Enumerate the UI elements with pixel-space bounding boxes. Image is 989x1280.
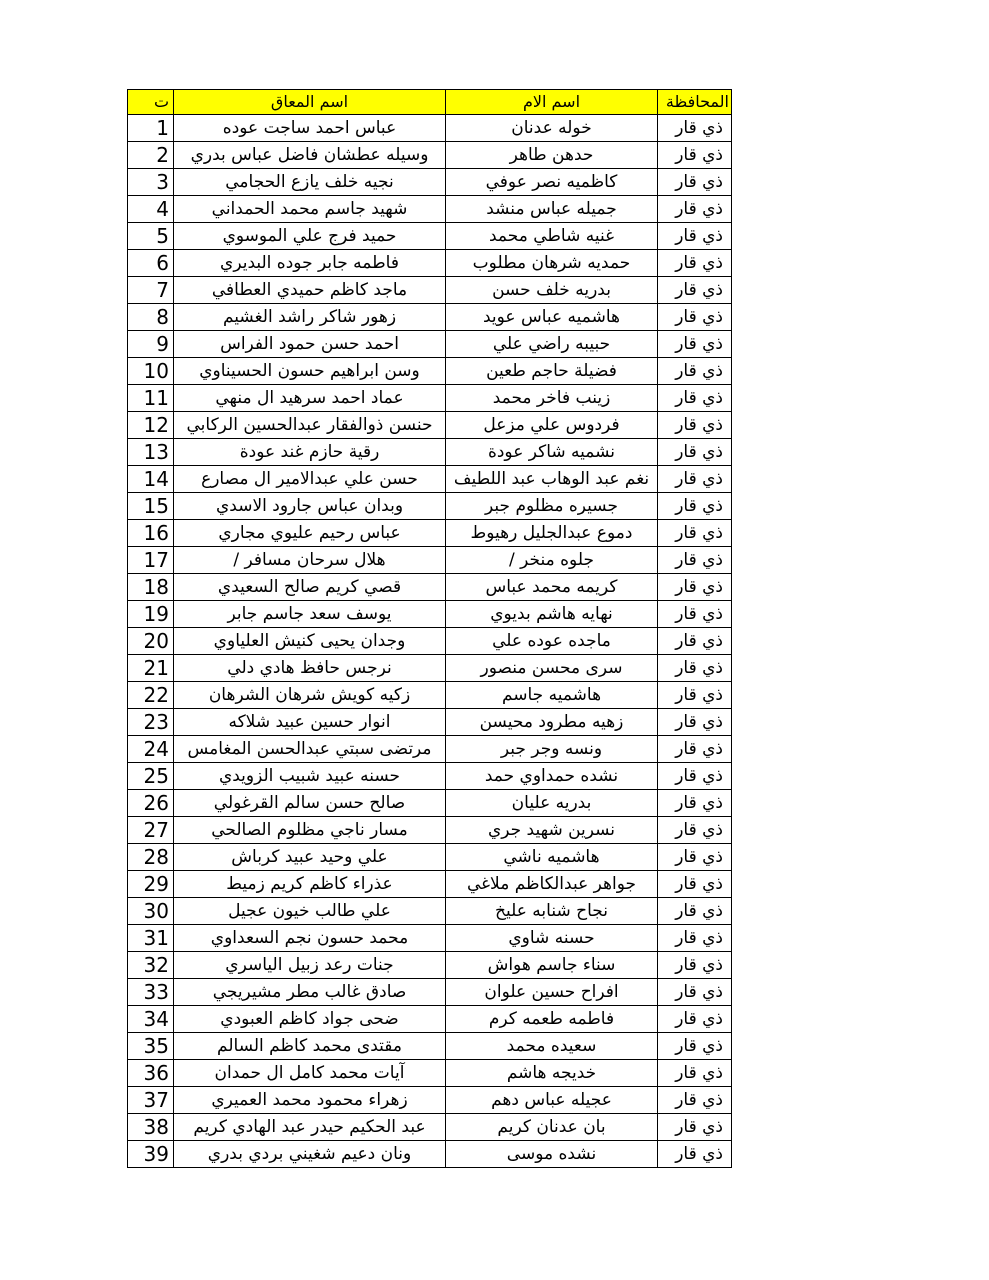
governorate-cell: ذي قار — [658, 223, 732, 250]
disabled-name-cell: عباس رحيم عليوي مجاري — [174, 520, 446, 547]
row-number: 25 — [128, 763, 174, 790]
mother-name-cell: فاطمه طعمه كرم — [446, 1006, 658, 1033]
table-row — [128, 250, 732, 277]
table-row — [128, 709, 732, 736]
mother-name-cell: نسرين شهيد جري — [446, 817, 658, 844]
mother-name-cell: زينب فاخر محمد — [446, 385, 658, 412]
table-row — [128, 331, 732, 358]
mother-name-cell: زهيه مطرود محيسن — [446, 709, 658, 736]
mother-name-cell: كاظميه نصر عوفي — [446, 169, 658, 196]
row-number: 19 — [128, 601, 174, 628]
mother-name-cell: نشده حمداوي حمد — [446, 763, 658, 790]
table-row — [128, 439, 732, 466]
disabled-name-cell: نرجس حافظ هادي دلي — [174, 655, 446, 682]
row-number: 5 — [128, 223, 174, 250]
governorate-cell: ذي قار — [658, 682, 732, 709]
governorate-cell: ذي قار — [658, 790, 732, 817]
table-row — [128, 952, 732, 979]
table-row — [128, 1114, 732, 1141]
mother-name-cell: خديجه هاشم — [446, 1060, 658, 1087]
disabled-name-cell: حميد فرج علي الموسوي — [174, 223, 446, 250]
disabled-name-cell: صالح حسن سالم القرغولي — [174, 790, 446, 817]
mother-name-cell: حدهن طاهر — [446, 142, 658, 169]
table-row — [128, 844, 732, 871]
mother-name-cell: نهايه هاشم بديوي — [446, 601, 658, 628]
disabled-name-cell: عباس احمد ساجت عوده — [174, 115, 446, 142]
mother-name-cell: فردوس علي مزعل — [446, 412, 658, 439]
table-row — [128, 358, 732, 385]
governorate-cell: ذي قار — [658, 493, 732, 520]
disabled-name-cell: حنسن ذوالفقار عبدالحسين الركابي — [174, 412, 446, 439]
table-row — [128, 628, 732, 655]
governorate-cell: ذي قار — [658, 547, 732, 574]
mother-name-cell: سعيده محمد — [446, 1033, 658, 1060]
table-row — [128, 412, 732, 439]
beneficiaries-table — [127, 89, 732, 1168]
table-row — [128, 601, 732, 628]
row-number: 33 — [128, 979, 174, 1006]
row-number: 35 — [128, 1033, 174, 1060]
mother-name-cell: جميله عباس منشد — [446, 196, 658, 223]
governorate-cell: ذي قار — [658, 196, 732, 223]
row-number: 31 — [128, 925, 174, 952]
table-body — [128, 90, 732, 1168]
mother-name-cell: هاشميه ناشي — [446, 844, 658, 871]
mother-name-cell: بان عدنان كريم — [446, 1114, 658, 1141]
disabled-name-cell: محمد حسون نجم السعداوي — [174, 925, 446, 952]
row-number: 17 — [128, 547, 174, 574]
governorate-cell: ذي قار — [658, 817, 732, 844]
table-row — [128, 223, 732, 250]
table-row — [128, 547, 732, 574]
table-row — [128, 304, 732, 331]
disabled-name-cell: انوار حسين عبيد شلاكه — [174, 709, 446, 736]
table-row — [128, 736, 732, 763]
disabled-name-cell: فاطمه جابر جوده البديري — [174, 250, 446, 277]
mother-name-cell: نشميه شاكر عودة — [446, 439, 658, 466]
governorate-cell: ذي قار — [658, 412, 732, 439]
governorate-cell: ذي قار — [658, 1114, 732, 1141]
governorate-cell: ذي قار — [658, 385, 732, 412]
row-number: 26 — [128, 790, 174, 817]
disabled-name-cell: عماد احمد سرهيد ال منهي — [174, 385, 446, 412]
mother-name-cell: فضيلة حاجم طعين — [446, 358, 658, 385]
disabled-name-cell: نجيه خلف يازع الحجامي — [174, 169, 446, 196]
row-number: 12 — [128, 412, 174, 439]
row-number: 15 — [128, 493, 174, 520]
governorate-cell: ذي قار — [658, 979, 732, 1006]
mother-name-cell: غنيه شاطي محمد — [446, 223, 658, 250]
governorate-cell: ذي قار — [658, 1033, 732, 1060]
row-number: 27 — [128, 817, 174, 844]
table-row — [128, 655, 732, 682]
table-row — [128, 763, 732, 790]
header-disabled-name: اسم المعاق — [174, 90, 446, 115]
table-row — [128, 115, 732, 142]
table-row — [128, 817, 732, 844]
header-governorate: المحافظة — [658, 90, 732, 115]
disabled-name-cell: وسيله عطشان فاضل عباس بدري — [174, 142, 446, 169]
table-row — [128, 979, 732, 1006]
governorate-cell: ذي قار — [658, 844, 732, 871]
mother-name-cell: ماجده عوده علي — [446, 628, 658, 655]
table-row — [128, 466, 732, 493]
row-number: 38 — [128, 1114, 174, 1141]
disabled-name-cell: مقتدى محمد كاظم السالم — [174, 1033, 446, 1060]
table-row — [128, 196, 732, 223]
governorate-cell: ذي قار — [658, 871, 732, 898]
governorate-cell: ذي قار — [658, 736, 732, 763]
table-row — [128, 574, 732, 601]
beneficiaries-sheet — [127, 89, 731, 1168]
disabled-name-cell: وبدان عباس جارود الاسدي — [174, 493, 446, 520]
table-row — [128, 142, 732, 169]
mother-name-cell: حمديه شرهان مطلوب — [446, 250, 658, 277]
disabled-name-cell: علي وحيد عبيد كرباش — [174, 844, 446, 871]
governorate-cell: ذي قار — [658, 601, 732, 628]
governorate-cell: ذي قار — [658, 709, 732, 736]
disabled-name-cell: عبد الحكيم حيدر عبد الهادي كريم — [174, 1114, 446, 1141]
table-row — [128, 520, 732, 547]
governorate-cell: ذي قار — [658, 1141, 732, 1168]
row-number: 4 — [128, 196, 174, 223]
mother-name-cell: كريمه محمد عباس — [446, 574, 658, 601]
disabled-name-cell: عذراء كاظم كريم زميط — [174, 871, 446, 898]
table-row — [128, 790, 732, 817]
mother-name-cell: بدريه خلف حسن — [446, 277, 658, 304]
mother-name-cell: بدريه عليان — [446, 790, 658, 817]
disabled-name-cell: ضحى جواد كاظم العبودي — [174, 1006, 446, 1033]
mother-name-cell: نغم عبد الوهاب عبد اللطيف — [446, 466, 658, 493]
disabled-name-cell: ونان دعيم شغيني بردي بدري — [174, 1141, 446, 1168]
disabled-name-cell: ماجد كاظم حميدي العطافي — [174, 277, 446, 304]
disabled-name-cell: زهراء محمود محمد العميري — [174, 1087, 446, 1114]
row-number: 10 — [128, 358, 174, 385]
disabled-name-cell: يوسف سعد جاسم جابر — [174, 601, 446, 628]
table-row — [128, 925, 732, 952]
governorate-cell: ذي قار — [658, 574, 732, 601]
row-number: 6 — [128, 250, 174, 277]
mother-name-cell: جسيره مظلوم جبر — [446, 493, 658, 520]
table-row — [128, 1006, 732, 1033]
row-number: 16 — [128, 520, 174, 547]
header-row — [128, 90, 732, 115]
governorate-cell: ذي قار — [658, 277, 732, 304]
disabled-name-cell: قصي كريم صالح السعيدي — [174, 574, 446, 601]
table-row — [128, 1087, 732, 1114]
table-row — [128, 898, 732, 925]
governorate-cell: ذي قار — [658, 763, 732, 790]
row-number: 1 — [128, 115, 174, 142]
governorate-cell: ذي قار — [658, 142, 732, 169]
row-number: 36 — [128, 1060, 174, 1087]
mother-name-cell: حسنه شاوي — [446, 925, 658, 952]
governorate-cell: ذي قار — [658, 250, 732, 277]
governorate-cell: ذي قار — [658, 1060, 732, 1087]
mother-name-cell: ونسه وجر جبر — [446, 736, 658, 763]
table-row — [128, 1060, 732, 1087]
table-row — [128, 169, 732, 196]
governorate-cell: ذي قار — [658, 925, 732, 952]
table-row — [128, 493, 732, 520]
row-number: 21 — [128, 655, 174, 682]
table-row — [128, 1033, 732, 1060]
row-number: 13 — [128, 439, 174, 466]
governorate-cell: ذي قار — [658, 1006, 732, 1033]
mother-name-cell: جواهر عبدالكاظم ملاغي — [446, 871, 658, 898]
disabled-name-cell: مسار ناجي مظلوم الصالحي — [174, 817, 446, 844]
row-number: 7 — [128, 277, 174, 304]
disabled-name-cell: زكيه كويش شرهان الشرهان — [174, 682, 446, 709]
disabled-name-cell: صادق غالب مطر مشيريجي — [174, 979, 446, 1006]
row-number: 34 — [128, 1006, 174, 1033]
row-number: 23 — [128, 709, 174, 736]
table-row — [128, 1141, 732, 1168]
governorate-cell: ذي قار — [658, 358, 732, 385]
mother-name-cell: هاشميه جاسم — [446, 682, 658, 709]
table-row — [128, 682, 732, 709]
mother-name-cell: خوله عدنان — [446, 115, 658, 142]
mother-name-cell: نشده موسى — [446, 1141, 658, 1168]
row-number: 24 — [128, 736, 174, 763]
row-number: 32 — [128, 952, 174, 979]
row-number: 2 — [128, 142, 174, 169]
governorate-cell: ذي قار — [658, 655, 732, 682]
row-number: 29 — [128, 871, 174, 898]
row-number: 18 — [128, 574, 174, 601]
row-number: 22 — [128, 682, 174, 709]
disabled-name-cell: جنات رعد زبيل الياسري — [174, 952, 446, 979]
disabled-name-cell: شهيد جاسم محمد الحمداني — [174, 196, 446, 223]
disabled-name-cell: هلال سرحان مسافر / — [174, 547, 446, 574]
mother-name-cell: سرى محسن منصور — [446, 655, 658, 682]
table-row — [128, 385, 732, 412]
row-number: 8 — [128, 304, 174, 331]
row-number: 11 — [128, 385, 174, 412]
disabled-name-cell: احمد حسن حمود الفراس — [174, 331, 446, 358]
governorate-cell: ذي قار — [658, 331, 732, 358]
disabled-name-cell: وجدان يحيى كنيش العلياوي — [174, 628, 446, 655]
disabled-name-cell: مرتضى سبتي عبدالحسن المغامس — [174, 736, 446, 763]
mother-name-cell: حبيبه راضي علي — [446, 331, 658, 358]
disabled-name-cell: آيات محمد كامل ال حمدان — [174, 1060, 446, 1087]
row-number: 9 — [128, 331, 174, 358]
table-row — [128, 871, 732, 898]
disabled-name-cell: علي طالب خيون عجيل — [174, 898, 446, 925]
mother-name-cell: عجيله عباس دهم — [446, 1087, 658, 1114]
governorate-cell: ذي قار — [658, 1087, 732, 1114]
header-number: ت — [128, 90, 174, 115]
mother-name-cell: افراح حسين علوان — [446, 979, 658, 1006]
disabled-name-cell: زهور شاكر راشد الغشيم — [174, 304, 446, 331]
governorate-cell: ذي قار — [658, 520, 732, 547]
governorate-cell: ذي قار — [658, 628, 732, 655]
mother-name-cell: دموع عبدالجليل رهيوط — [446, 520, 658, 547]
row-number: 30 — [128, 898, 174, 925]
mother-name-cell: نجاح شنابه عليخ — [446, 898, 658, 925]
disabled-name-cell: رقية حازم غند عودة — [174, 439, 446, 466]
row-number: 3 — [128, 169, 174, 196]
disabled-name-cell: حسن علي عبدالامير ال مصارع — [174, 466, 446, 493]
row-number: 37 — [128, 1087, 174, 1114]
governorate-cell: ذي قار — [658, 898, 732, 925]
governorate-cell: ذي قار — [658, 466, 732, 493]
mother-name-cell: جلوه منخر / — [446, 547, 658, 574]
governorate-cell: ذي قار — [658, 952, 732, 979]
row-number: 39 — [128, 1141, 174, 1168]
table-row — [128, 277, 732, 304]
row-number: 28 — [128, 844, 174, 871]
header-mother-name: اسم الام — [446, 90, 658, 115]
mother-name-cell: هاشميه عباس عويد — [446, 304, 658, 331]
governorate-cell: ذي قار — [658, 304, 732, 331]
governorate-cell: ذي قار — [658, 439, 732, 466]
row-number: 20 — [128, 628, 174, 655]
disabled-name-cell: حسنه عبيد شبيب الزويدي — [174, 763, 446, 790]
mother-name-cell: سناء جاسم هواش — [446, 952, 658, 979]
governorate-cell: ذي قار — [658, 115, 732, 142]
governorate-cell: ذي قار — [658, 169, 732, 196]
disabled-name-cell: وسن ابراهيم حسون الحسيناوي — [174, 358, 446, 385]
row-number: 14 — [128, 466, 174, 493]
